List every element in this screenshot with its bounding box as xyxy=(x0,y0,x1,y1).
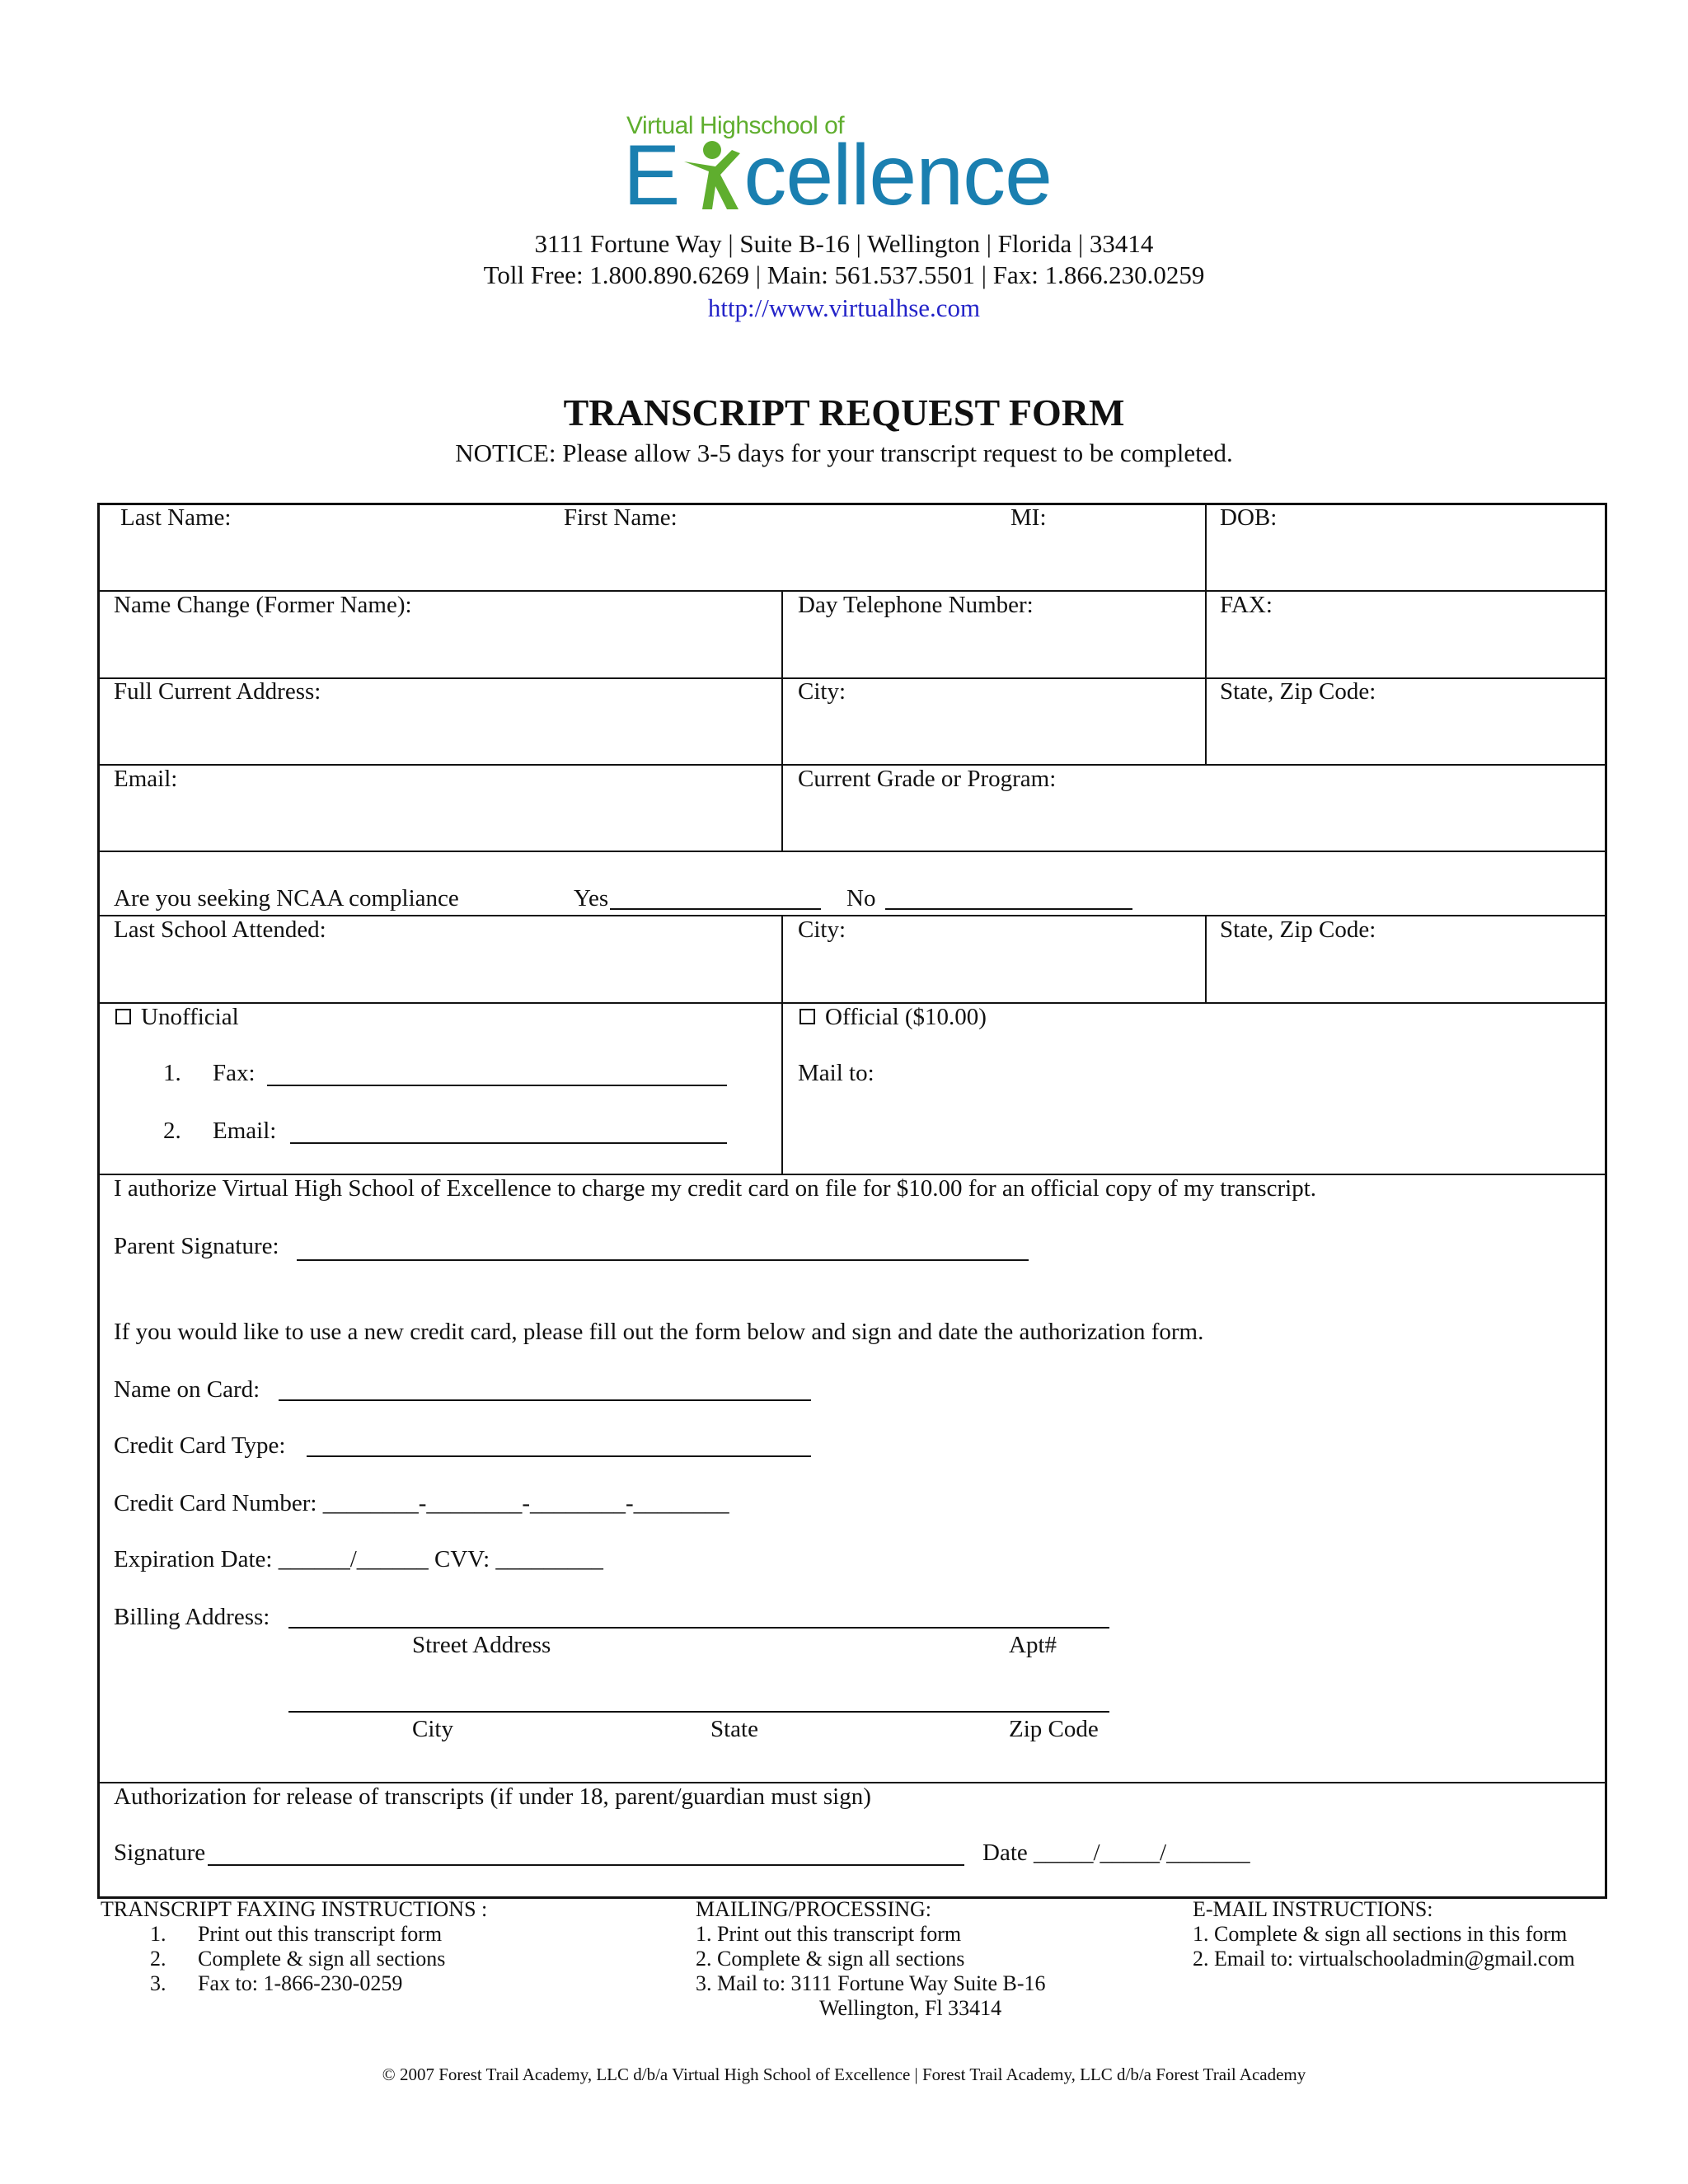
state-zip-field[interactable]: State, Zip Code: xyxy=(1220,678,1376,705)
card-number-field[interactable]: Credit Card Number: ________-________-________-________ xyxy=(114,1490,729,1516)
billing-address-label: Billing Address: xyxy=(114,1604,270,1630)
logo-letters-rest: cellence xyxy=(743,128,1052,223)
card-type-label: Credit Card Type: xyxy=(114,1432,286,1459)
city-caption: City xyxy=(412,1716,453,1742)
official-checkbox[interactable] xyxy=(799,1009,815,1024)
unofficial-fax-label: Fax: xyxy=(213,1060,256,1086)
unofficial-label: Unofficial xyxy=(141,1004,239,1030)
list-item-text: Print out this transcript form xyxy=(198,1922,443,1946)
logo-tagline: Virtual Highschool of xyxy=(626,112,845,139)
expiration-cvv-field[interactable]: Expiration Date: ______/______ CVV: _________ xyxy=(114,1546,603,1572)
school-city-field[interactable]: City: xyxy=(798,916,846,943)
last-name-field[interactable]: Last Name: xyxy=(120,504,232,531)
signature-date-field[interactable]: Date _____/_____/_______ xyxy=(982,1840,1250,1866)
former-name-field[interactable]: Name Change (Former Name): xyxy=(114,592,412,618)
ncaa-yes-line[interactable] xyxy=(610,908,821,910)
faxing-instructions xyxy=(101,1897,487,1996)
list-item: 3. Mail to: 3111 Fortune Way Suite B-16 xyxy=(696,1971,1046,1995)
ncaa-no-line[interactable] xyxy=(885,908,1132,910)
list-item-number: 2. xyxy=(150,1947,166,1971)
mail-to-field[interactable]: Mail to: xyxy=(798,1060,874,1086)
logo-letter-e: E xyxy=(623,128,680,223)
official-label: Official ($10.00) xyxy=(825,1004,987,1030)
signature-line[interactable] xyxy=(208,1864,964,1866)
school-phones: Toll Free: 1.800.890.6269 | Main: 561.537.5501 | Fax: 1.866.230.0259 xyxy=(483,260,1205,289)
name-on-card-label: Name on Card: xyxy=(114,1376,260,1403)
parent-signature-line[interactable] xyxy=(297,1259,1029,1261)
mailing-city-line: Wellington, Fl 33414 xyxy=(819,1996,1002,2020)
school-website-link[interactable]: http://www.virtualhse.com xyxy=(707,293,981,322)
state-caption: State xyxy=(710,1716,758,1742)
ncaa-question: Are you seeking NCAA compliance xyxy=(114,885,459,912)
email-instructions xyxy=(1193,1897,1575,1971)
mailing-heading: MAILING/PROCESSING: xyxy=(696,1897,932,1921)
billing-street-line[interactable] xyxy=(288,1627,1109,1629)
list-item-text: Fax to: 1-866-230-0259 xyxy=(198,1971,403,1995)
unofficial-email-label: Email: xyxy=(213,1118,277,1144)
middle-initial-field[interactable]: MI: xyxy=(1010,504,1047,531)
name-on-card-line[interactable] xyxy=(279,1399,811,1401)
first-name-field[interactable]: First Name: xyxy=(564,504,678,531)
mailing-instructions xyxy=(696,1897,1045,2021)
list-item-text: Complete & sign all sections xyxy=(198,1947,446,1971)
authorize-charge-text: I authorize Virtual High School of Excellence to charge my credit card on file for $10.00 for an official copy of my transcript. xyxy=(114,1175,1317,1202)
new-card-instructions: If you would like to use a new credit card, please fill out the form below and sign and date the authorization form. xyxy=(114,1319,1204,1345)
list-item: 2. Email to: virtualschooladmin@gmail.com xyxy=(1193,1947,1575,1971)
release-authorization-text: Authorization for release of transcripts (if under 18, parent/guardian must sign) xyxy=(114,1783,871,1810)
list-item: 1. Complete & sign all sections in this form xyxy=(1193,1922,1568,1946)
person-icon xyxy=(679,138,743,209)
unofficial-item-number: 2. xyxy=(163,1118,181,1144)
ncaa-yes-label: Yes xyxy=(574,885,609,912)
current-address-field[interactable]: Full Current Address: xyxy=(114,678,321,705)
school-state-zip-field[interactable]: State, Zip Code: xyxy=(1220,916,1376,943)
unofficial-fax-line[interactable] xyxy=(267,1085,727,1086)
faxing-heading: TRANSCRIPT FAXING INSTRUCTIONS : xyxy=(101,1897,488,1921)
unofficial-email-line[interactable] xyxy=(290,1142,727,1144)
page-title: TRANSCRIPT REQUEST FORM xyxy=(563,391,1125,434)
logo-wordmark xyxy=(623,130,1052,221)
list-item-number: 1. xyxy=(150,1922,166,1946)
list-item xyxy=(101,1971,487,1996)
list-item: 1. Print out this transcript form xyxy=(696,1922,962,1946)
school-address: 3111 Fortune Way | Suite B-16 | Wellington | Florida | 33414 xyxy=(534,229,1154,258)
zip-caption: Zip Code xyxy=(1009,1716,1099,1742)
parent-signature-label: Parent Signature: xyxy=(114,1233,279,1259)
copyright-footer: © 2007 Forest Trail Academy, LLC d/b/a Virtual High School of Excellence | Forest Trail Academy, LLC d/b/a Forest Trail Academy xyxy=(382,2064,1306,2084)
billing-city-line[interactable] xyxy=(288,1711,1109,1713)
signature-label: Signature xyxy=(114,1840,206,1866)
email-field[interactable]: Email: xyxy=(114,766,178,792)
unofficial-checkbox[interactable] xyxy=(115,1009,131,1024)
fax-field[interactable]: FAX: xyxy=(1220,592,1273,618)
list-item: 2. Complete & sign all sections xyxy=(696,1947,965,1971)
card-type-line[interactable] xyxy=(307,1455,811,1457)
apt-caption: Apt# xyxy=(1009,1632,1057,1658)
notice-text: NOTICE: Please allow 3-5 days for your transcript request to be completed. xyxy=(455,438,1233,467)
official-option[interactable] xyxy=(799,1004,987,1031)
col-divider xyxy=(781,590,783,852)
list-item xyxy=(101,1947,487,1971)
city-field[interactable]: City: xyxy=(798,678,846,705)
unofficial-option[interactable] xyxy=(115,1004,239,1031)
list-item xyxy=(101,1922,487,1947)
unofficial-item-number: 1. xyxy=(163,1060,181,1086)
row-divider xyxy=(97,851,1607,852)
dob-field[interactable]: DOB: xyxy=(1220,504,1278,531)
col-divider xyxy=(781,915,783,1175)
street-address-caption: Street Address xyxy=(412,1632,551,1658)
col-divider xyxy=(1205,915,1207,1004)
col-divider xyxy=(1205,503,1207,765)
day-phone-field[interactable]: Day Telephone Number: xyxy=(798,592,1034,618)
email-heading: E-MAIL INSTRUCTIONS: xyxy=(1193,1897,1433,1921)
last-school-field[interactable]: Last School Attended: xyxy=(114,916,326,943)
ncaa-no-label: No xyxy=(846,885,876,912)
list-item-number: 3. xyxy=(150,1971,166,1995)
row-divider xyxy=(97,677,1607,679)
grade-program-field[interactable]: Current Grade or Program: xyxy=(798,766,1057,792)
